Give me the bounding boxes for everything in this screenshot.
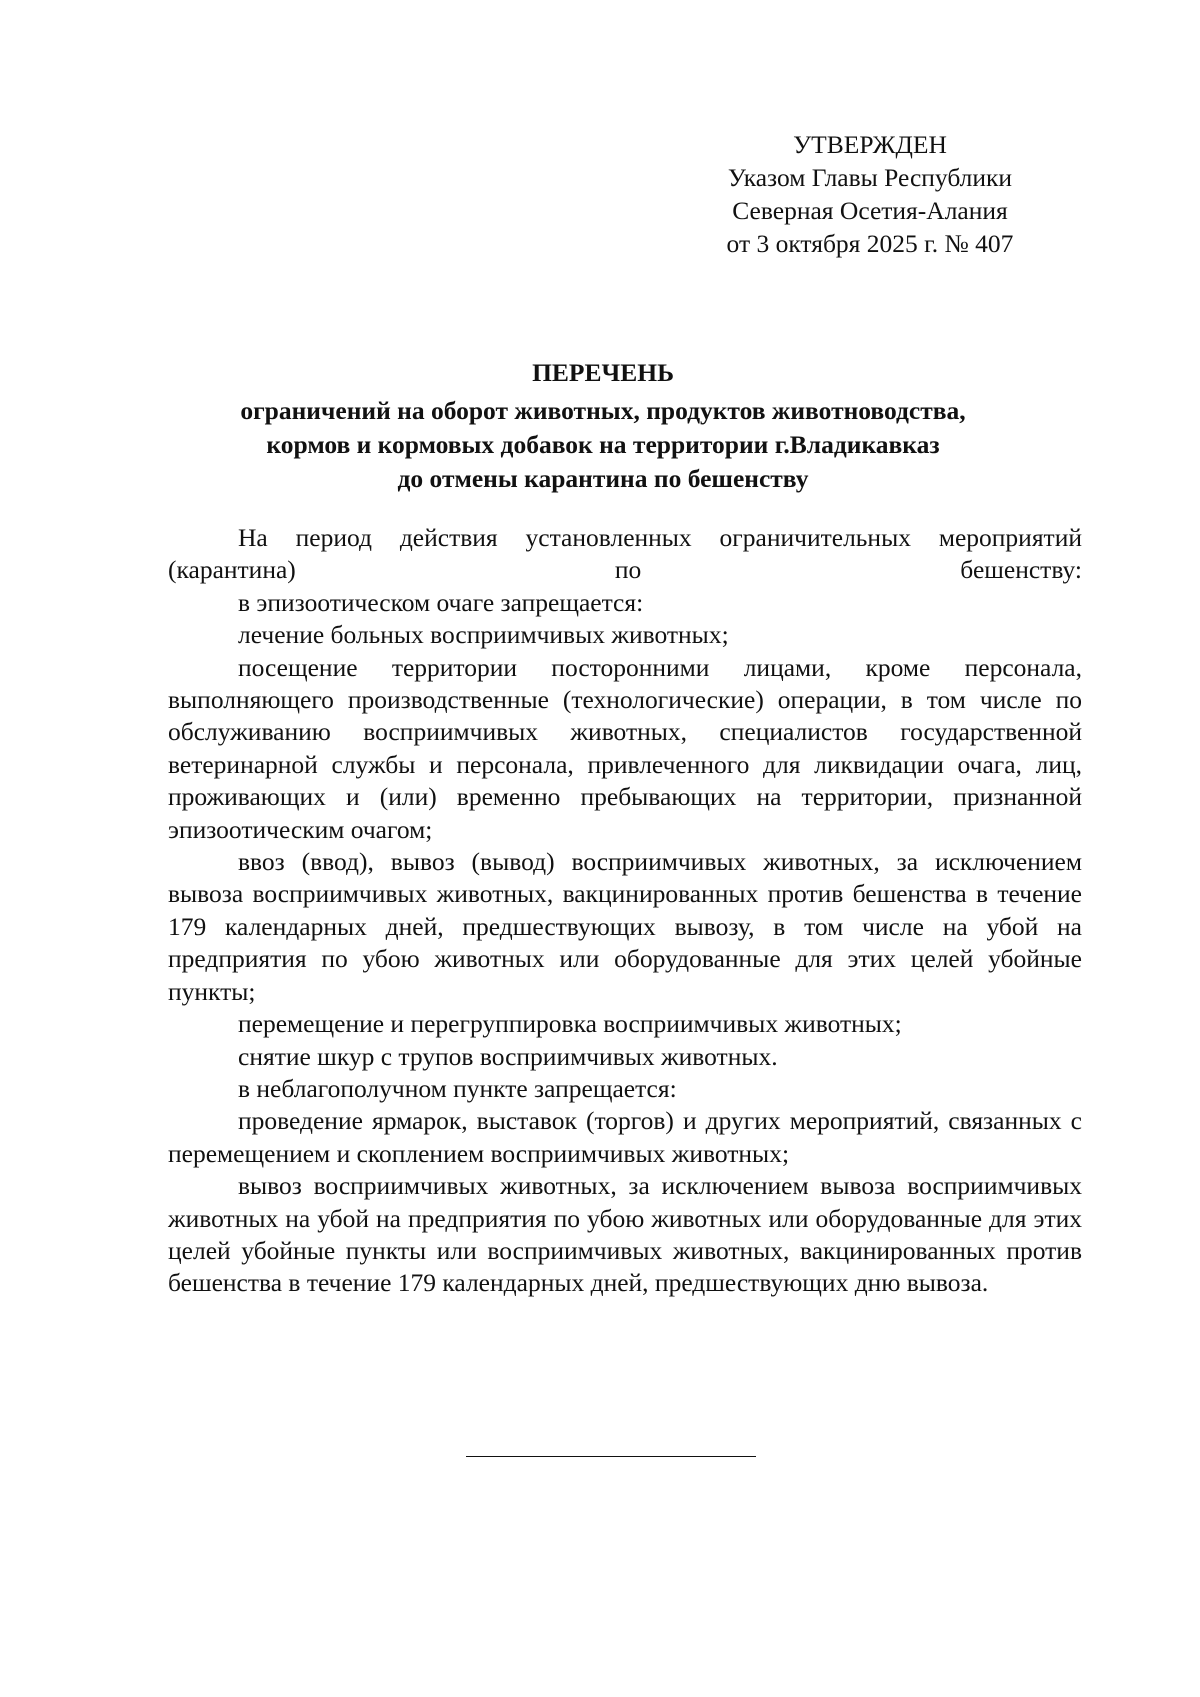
paragraph-focus-heading: в эпизоотическом очаге запрещается: <box>238 587 644 617</box>
approval-region: Северная Осетия-Алания <box>732 196 1008 225</box>
approval-date-number: от 3 октября 2025 г. № 407 <box>726 229 1014 258</box>
approval-stamp <box>695 128 1045 260</box>
paragraph-area-heading: в неблагополучном пункте запрещается: <box>238 1073 677 1103</box>
document-body <box>168 522 1082 1300</box>
paragraph-regrouping: перемещение и перегруппировка восприимчивых животных; <box>238 1009 902 1039</box>
paragraph-visits: посещение территории посторонними лицами, кроме персонала, выполняющего производственные (технологические) операции, в том числе по обслуживанию восприимчивых животных, специалистов государственной ветеринарной службы и персонала, привлеченного для ликвидации очага, лиц, проживающих и (или) временно пребывающих на территории, признанной эпизоотическим очагом; <box>168 652 1082 844</box>
paragraph-fairs: проведение ярмарок, выставок (торгов) и других мероприятий, связанных с перемещением и скоплением восприимчивых животных; <box>168 1106 1082 1168</box>
paragraph-export-ban: вывоз восприимчивых животных, за исключением вывоза восприимчивых животных на убой на предприятия по убою животных или оборудованные для этих целей убойные пункты или восприимчивых животных, вакцинированных против бешенства в течение 179 календарных дней, предшествующих дню вывоза. <box>168 1171 1082 1298</box>
approval-title: УТВЕРЖДЕН <box>793 130 947 159</box>
paragraph-treatment: лечение больных восприимчивых животных; <box>238 620 729 650</box>
document-subtitle-line-1: ограничений на оборот животных, продуктов животноводства, <box>240 396 966 425</box>
paragraph-import-export: ввоз (ввод), вывоз (вывод) восприимчивых животных, за исключением вывоза восприимчивых животных, вакцинированных против бешенства в течение 179 календарных дней, предшествующих вывозу, в том числе на убой на предприятия по убою животных или оборудованные для этих целей убойные пункты; <box>168 847 1082 1006</box>
paragraph-intro: На период действия установленных ограничительных мероприятий (карантина) по бешенству: <box>168 523 1082 585</box>
end-separator-line <box>466 1456 756 1457</box>
document-heading <box>150 356 1056 496</box>
document-subtitle-line-2: кормов и кормовых добавок на территории г.Владикавказ <box>266 430 940 459</box>
document-title: ПЕРЕЧЕНЬ <box>532 358 674 387</box>
paragraph-skinning: снятие шкур с трупов восприимчивых животных. <box>238 1041 778 1071</box>
document-subtitle-line-3: до отмены карантина по бешенству <box>397 464 809 493</box>
approval-authority: Указом Главы Республики <box>727 163 1013 192</box>
